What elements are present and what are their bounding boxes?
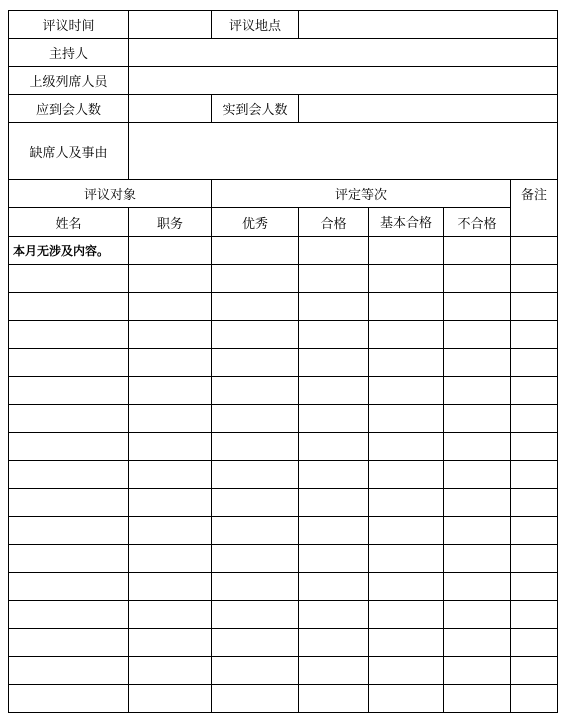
remark-cell[interactable]: [511, 685, 558, 713]
qualified-column-header: 合格: [299, 208, 369, 237]
table-row: [9, 685, 558, 713]
qualified-cell[interactable]: [299, 657, 369, 685]
host-label: 主持人: [9, 39, 129, 67]
excellent-cell[interactable]: [212, 237, 299, 265]
basic-qualified-cell[interactable]: [369, 321, 444, 349]
basic-qualified-cell[interactable]: [369, 517, 444, 545]
position-cell[interactable]: [129, 461, 212, 489]
qualified-cell[interactable]: [299, 349, 369, 377]
excellent-cell[interactable]: [212, 433, 299, 461]
position-cell[interactable]: [129, 405, 212, 433]
position-cell[interactable]: [129, 601, 212, 629]
subject-group-header: 评议对象: [9, 180, 212, 208]
unqualified-cell[interactable]: [444, 573, 511, 601]
unqualified-cell[interactable]: [444, 685, 511, 713]
unqualified-cell[interactable]: [444, 377, 511, 405]
table-row: [9, 237, 558, 265]
excellent-cell[interactable]: [212, 657, 299, 685]
name-cell[interactable]: [9, 489, 129, 517]
qualified-cell[interactable]: [299, 489, 369, 517]
position-cell[interactable]: [129, 321, 212, 349]
unqualified-cell[interactable]: [444, 461, 511, 489]
unqualified-cell[interactable]: [444, 349, 511, 377]
qualified-cell[interactable]: [299, 601, 369, 629]
basic-qualified-cell[interactable]: [369, 405, 444, 433]
name-cell[interactable]: [9, 601, 129, 629]
place-field[interactable]: [299, 11, 558, 39]
basic-qualified-cell[interactable]: [369, 489, 444, 517]
table-row: [9, 433, 558, 461]
table-row: [9, 545, 558, 573]
position-column-header: 职务: [129, 208, 212, 237]
expected-count-label: 应到会人数: [9, 95, 129, 123]
attendees-field[interactable]: [129, 67, 558, 95]
absent-label: 缺席人及事由: [9, 123, 129, 180]
excellent-cell[interactable]: [212, 461, 299, 489]
host-field[interactable]: [129, 39, 558, 67]
basic-qualified-cell[interactable]: [369, 657, 444, 685]
excellent-cell[interactable]: [212, 377, 299, 405]
unqualified-cell[interactable]: [444, 517, 511, 545]
expected-count-field[interactable]: [129, 95, 212, 123]
table-row: [9, 293, 558, 321]
remark-cell[interactable]: [511, 601, 558, 629]
name-cell[interactable]: [9, 573, 129, 601]
remark-cell[interactable]: [511, 405, 558, 433]
excellent-cell[interactable]: [212, 321, 299, 349]
table-row: [9, 349, 558, 377]
name-cell[interactable]: [9, 685, 129, 713]
basic-qualified-cell[interactable]: [369, 573, 444, 601]
name-column-header: 姓名: [9, 208, 129, 237]
basic-qualified-cell[interactable]: [369, 461, 444, 489]
name-cell[interactable]: [9, 657, 129, 685]
excellent-cell[interactable]: [212, 573, 299, 601]
table-row: [9, 657, 558, 685]
name-cell[interactable]: [9, 405, 129, 433]
name-cell[interactable]: [9, 377, 129, 405]
basic-qualified-cell[interactable]: [369, 237, 444, 265]
qualified-cell[interactable]: [299, 293, 369, 321]
basic-qualified-cell[interactable]: [369, 349, 444, 377]
excellent-cell[interactable]: [212, 601, 299, 629]
qualified-cell[interactable]: [299, 237, 369, 265]
name-cell[interactable]: [9, 265, 129, 293]
remark-cell[interactable]: [511, 293, 558, 321]
basic-qualified-cell[interactable]: [369, 377, 444, 405]
name-cell[interactable]: [9, 517, 129, 545]
position-cell[interactable]: [129, 629, 212, 657]
remark-cell[interactable]: [511, 433, 558, 461]
position-cell[interactable]: [129, 433, 212, 461]
basic-qualified-column-header: 基本合格: [369, 208, 444, 237]
unqualified-cell[interactable]: [444, 657, 511, 685]
qualified-cell[interactable]: [299, 433, 369, 461]
name-cell[interactable]: [9, 433, 129, 461]
place-label: 评议地点: [212, 11, 299, 39]
position-cell[interactable]: [129, 237, 212, 265]
rating-group-header: 评定等次: [212, 180, 511, 208]
remark-header: 备注: [511, 180, 558, 237]
name-cell[interactable]: 本月无涉及内容。: [9, 237, 129, 265]
table-row: [9, 489, 558, 517]
excellent-column-header: 优秀: [212, 208, 299, 237]
name-cell[interactable]: [9, 293, 129, 321]
basic-qualified-cell[interactable]: [369, 265, 444, 293]
unqualified-column-header: 不合格: [444, 208, 511, 237]
position-cell[interactable]: [129, 349, 212, 377]
name-cell[interactable]: [9, 321, 129, 349]
excellent-cell[interactable]: [212, 265, 299, 293]
remark-cell[interactable]: [511, 377, 558, 405]
name-cell[interactable]: [9, 545, 129, 573]
unqualified-cell[interactable]: [444, 489, 511, 517]
position-cell[interactable]: [129, 293, 212, 321]
excellent-cell[interactable]: [212, 293, 299, 321]
position-cell[interactable]: [129, 517, 212, 545]
position-cell[interactable]: [129, 545, 212, 573]
table-row: [9, 377, 558, 405]
remark-cell[interactable]: [511, 489, 558, 517]
evaluation-rows: [9, 237, 558, 713]
unqualified-cell[interactable]: [444, 629, 511, 657]
table-row: [9, 573, 558, 601]
remark-cell[interactable]: [511, 237, 558, 265]
remark-cell[interactable]: [511, 265, 558, 293]
position-cell[interactable]: [129, 685, 212, 713]
excellent-cell[interactable]: [212, 405, 299, 433]
remark-cell[interactable]: [511, 321, 558, 349]
remark-cell[interactable]: [511, 629, 558, 657]
excellent-cell[interactable]: [212, 489, 299, 517]
attendees-label: 上级列席人员: [9, 67, 129, 95]
unqualified-cell[interactable]: [444, 265, 511, 293]
name-cell[interactable]: [9, 349, 129, 377]
qualified-cell[interactable]: [299, 629, 369, 657]
basic-qualified-cell[interactable]: [369, 433, 444, 461]
excellent-cell[interactable]: [212, 349, 299, 377]
name-cell[interactable]: [9, 629, 129, 657]
basic-qualified-cell[interactable]: [369, 629, 444, 657]
unqualified-cell[interactable]: [444, 321, 511, 349]
evaluation-form: [8, 10, 558, 713]
basic-qualified-cell[interactable]: [369, 685, 444, 713]
table-row: [9, 601, 558, 629]
remark-cell[interactable]: [511, 545, 558, 573]
absent-field[interactable]: [129, 123, 558, 180]
name-cell[interactable]: [9, 461, 129, 489]
basic-qualified-cell[interactable]: [369, 601, 444, 629]
remark-cell[interactable]: [511, 461, 558, 489]
qualified-cell[interactable]: [299, 545, 369, 573]
unqualified-cell[interactable]: [444, 405, 511, 433]
table-row: [9, 517, 558, 545]
remark-cell[interactable]: [511, 657, 558, 685]
qualified-cell[interactable]: [299, 573, 369, 601]
unqualified-cell[interactable]: [444, 237, 511, 265]
table-row: [9, 461, 558, 489]
qualified-cell[interactable]: [299, 461, 369, 489]
unqualified-cell[interactable]: [444, 433, 511, 461]
excellent-cell[interactable]: [212, 629, 299, 657]
qualified-cell[interactable]: [299, 321, 369, 349]
table-row: [9, 321, 558, 349]
table-row: [9, 405, 558, 433]
unqualified-cell[interactable]: [444, 293, 511, 321]
qualified-cell[interactable]: [299, 685, 369, 713]
basic-qualified-cell[interactable]: [369, 293, 444, 321]
basic-qualified-cell[interactable]: [369, 545, 444, 573]
table-row: [9, 265, 558, 293]
actual-count-label: 实到会人数: [212, 95, 299, 123]
actual-count-field[interactable]: [299, 95, 558, 123]
time-field[interactable]: [129, 11, 212, 39]
excellent-cell[interactable]: [212, 517, 299, 545]
remark-cell[interactable]: [511, 517, 558, 545]
remark-cell[interactable]: [511, 573, 558, 601]
position-cell[interactable]: [129, 573, 212, 601]
qualified-cell[interactable]: [299, 517, 369, 545]
position-cell[interactable]: [129, 489, 212, 517]
time-label: 评议时间: [9, 11, 129, 39]
excellent-cell[interactable]: [212, 545, 299, 573]
position-cell[interactable]: [129, 265, 212, 293]
qualified-cell[interactable]: [299, 377, 369, 405]
excellent-cell[interactable]: [212, 685, 299, 713]
unqualified-cell[interactable]: [444, 601, 511, 629]
qualified-cell[interactable]: [299, 405, 369, 433]
remark-cell[interactable]: [511, 349, 558, 377]
position-cell[interactable]: [129, 657, 212, 685]
unqualified-cell[interactable]: [444, 545, 511, 573]
position-cell[interactable]: [129, 377, 212, 405]
table-row: [9, 629, 558, 657]
qualified-cell[interactable]: [299, 265, 369, 293]
